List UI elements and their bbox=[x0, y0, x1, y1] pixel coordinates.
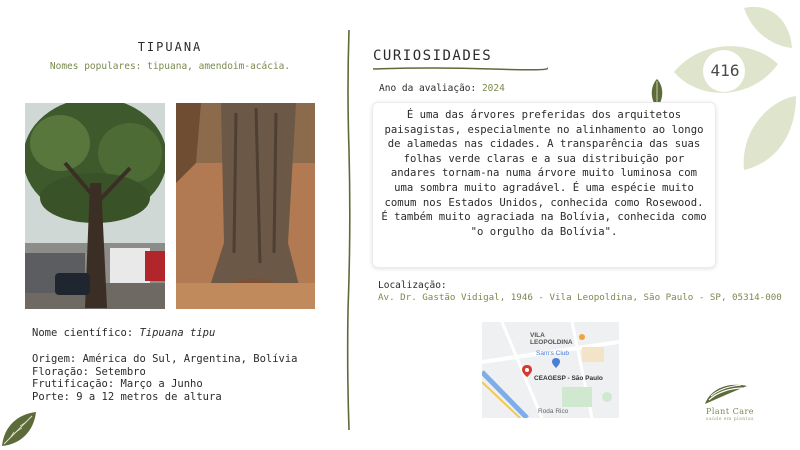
origin-text: Origem: América do Sul, Argentina, Bolívia bbox=[32, 353, 298, 365]
map-pin-label: CEAGESP - São Paulo bbox=[534, 375, 603, 382]
column-divider bbox=[346, 30, 352, 430]
evaluation-year bbox=[379, 83, 505, 94]
year-label: Ano da avaliação: bbox=[379, 83, 482, 94]
plant-title: TIPUANA bbox=[137, 40, 203, 54]
tree-photo bbox=[25, 103, 165, 309]
scientific-value: Tipuana tipu bbox=[139, 327, 216, 339]
location-label: Localização: bbox=[378, 280, 447, 291]
plant-care-logo bbox=[703, 380, 749, 406]
map-location-pin bbox=[522, 365, 532, 377]
trunk-photo bbox=[176, 103, 315, 309]
scientific-label: Nome científico: bbox=[32, 327, 140, 339]
logo-name: Plant Care bbox=[705, 407, 755, 416]
year-value: 2024 bbox=[481, 83, 505, 94]
curiosities-text: É uma das árvores preferidas dos arquitetos paisagistas, especialmente no alinhamento ao longo de alamedas nas cidades. A transparência das suas folhas verde claras e a sua distribuição por andares tornam-na numa árvore muito luminosa com uma sombra muito agradável. É uma espécie muito comum nos Estados Unidos, conhecida como Rosewood. É também muito agraciada na Bolívia, conhecida como "o orgulho da Bolívia". bbox=[372, 102, 716, 268]
map-neighborhood: VILA LEOPOLDINA bbox=[530, 332, 573, 346]
badge-number: 416 bbox=[710, 61, 740, 80]
popular-names: Nomes populares: tipuana, amendoim-acácia. bbox=[49, 61, 291, 72]
size-text: Porte: 9 a 12 metros de altura bbox=[32, 390, 222, 403]
logo-tagline: saúde em plantas bbox=[706, 417, 754, 422]
location-address[interactable]: Av. Dr. Gastão Vidigal, 1946 - Vila Leopoldina, São Paulo - SP, 05314-000 bbox=[378, 292, 782, 303]
scientific-name bbox=[32, 327, 215, 339]
flowering-text: Floração: Setembro bbox=[32, 365, 146, 378]
fruiting-text: Frutificação: Março a Junho bbox=[32, 378, 203, 391]
curiosities-title: CURIOSIDADES bbox=[373, 48, 493, 64]
title-underline bbox=[372, 66, 548, 72]
location-map[interactable] bbox=[482, 322, 619, 418]
map-bottom-label: Roda Rico bbox=[538, 408, 569, 415]
map-pin-icon bbox=[552, 358, 560, 368]
map-poi-label: Sam's Club bbox=[536, 350, 570, 357]
leaf-icon bbox=[0, 408, 40, 448]
plant-info bbox=[32, 353, 298, 403]
